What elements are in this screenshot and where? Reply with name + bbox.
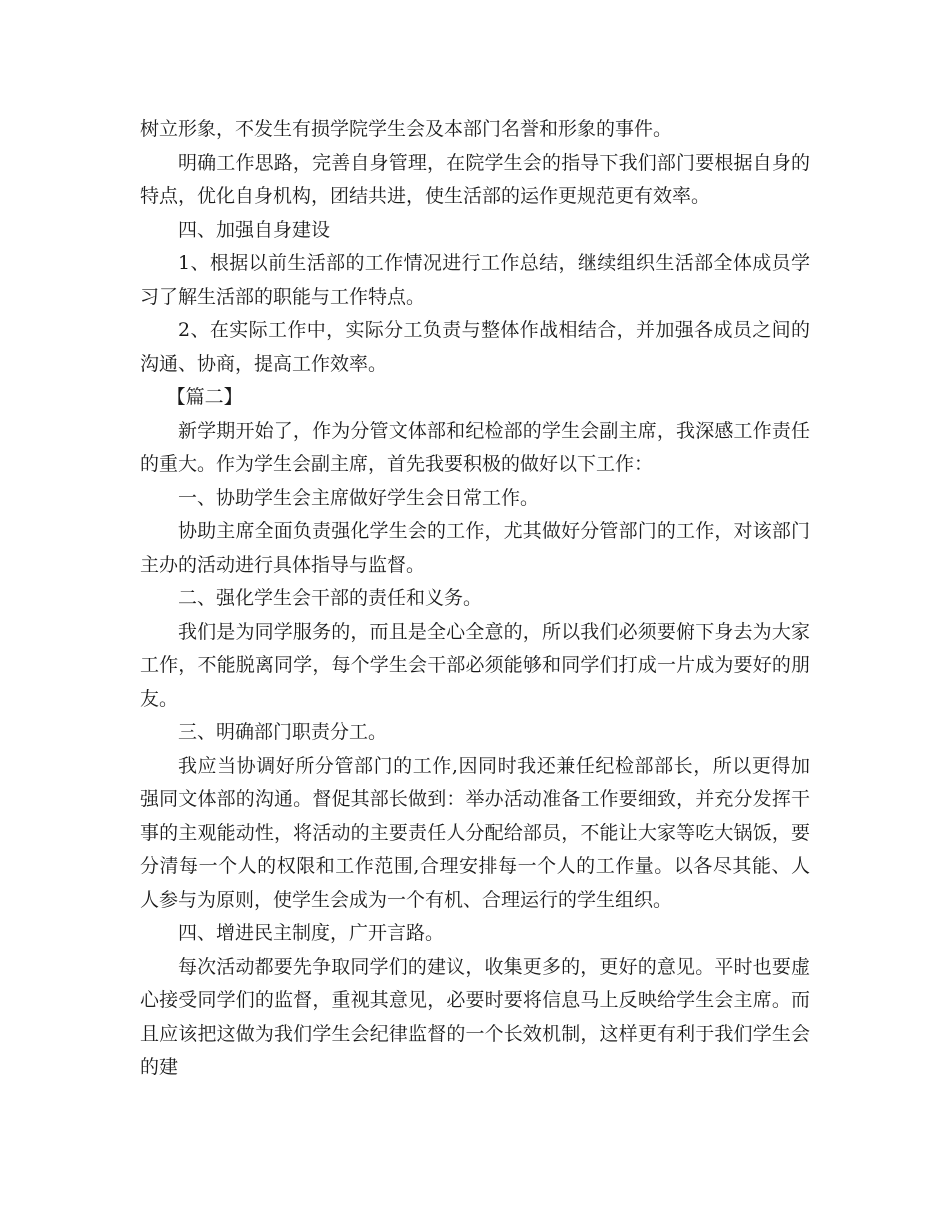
section-heading: 二、强化学生会干部的责任和义务。: [178, 587, 483, 609]
paragraph: 新学期开始了，作为分管文体部和纪检部的学生会副主席，我深感工作责任的重大。作为学生会副主席，首先我要积极的做好以下工作：: [140, 419, 810, 475]
part-heading: 【篇二】: [166, 386, 243, 408]
paragraph: 明确工作思路，完善自身管理，在院学生会的指导下我们部门要根据自身的特点，优化自身机构，团结共进，使生活部的运作更规范更有效率。: [140, 151, 810, 207]
paragraph: 协助主席全面负责强化学生会的工作，尤其做好分管部门的工作，对该部门主办的活动进行具体指导与监督。: [140, 520, 810, 576]
section-heading: 四、加强自身建设: [178, 218, 331, 241]
paragraph: 我们是为同学服务的，而且是全心全意的，所以我们必须要俯下身去为大家工作，不能脱离同学，每个学生会干部必须能够和同学们打成一片成为要好的朋友。: [140, 620, 810, 710]
paragraph: 1、根据以前生活部的工作情况进行工作总结，继续组织生活部全体成员学习了解生活部的职能与工作特点。: [140, 252, 810, 308]
document-body: [140, 113, 810, 1085]
paragraph: 我应当协调好所分管部门的工作,因同时我还兼任纪检部部长，所以更得加强同文体部的沟通。督促其部长做到：举办活动准备工作要细致，并充分发挥干事的主观能动性，将活动的主要责任人分配给部员，不能让大家等吃大锅饭，要分清每一个人的权限和工作范围,合理安排每一个人的工作量。以各尽其能、人人参与为原则，使学生会成为一个有机、合理运行的学生组织。: [140, 754, 810, 911]
paragraph: 2、在实际工作中，实际分工负责与整体作战相结合，并加强各成员之间的沟通、协商，提高工作效率。: [140, 319, 810, 375]
section-heading: 三、明确部门职责分工。: [178, 721, 388, 743]
section-heading: 一、协助学生会主席做好学生会日常工作。: [178, 486, 540, 509]
section-heading: 四、增进民主制度，广开言路。: [178, 922, 445, 944]
paragraph-continuation: 树立形象，不发生有损学院学生会及本部门名誉和形象的事件。: [140, 118, 673, 140]
paragraph: 每次活动都要先争取同学们的建议，收集更多的，更好的意见。平时也要虚心接受同学们的监督，重视其意见，必要时要将信息马上反映给学生会主席。而且应该把这做为我们学生会纪律监督的一个长效机制，这样更有利于我们学生会的建: [140, 955, 810, 1078]
